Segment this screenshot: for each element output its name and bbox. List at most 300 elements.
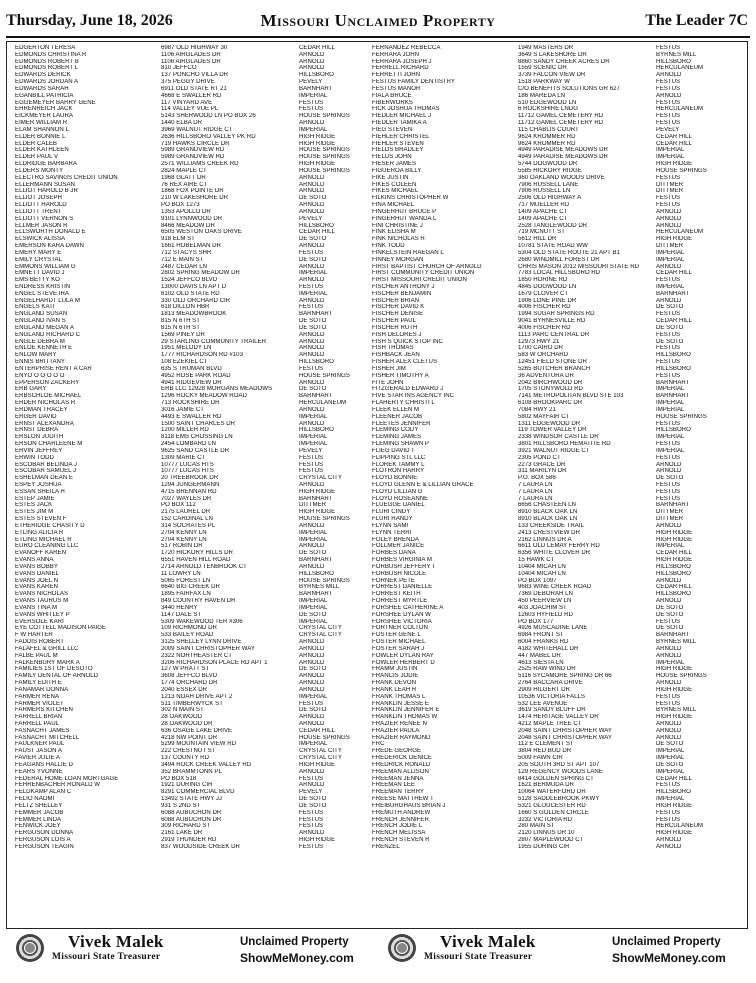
owner-city: FESTUS xyxy=(299,461,324,468)
owner-address: 6102 OLD STATE RD xyxy=(161,290,220,297)
owner-name: FRANK DEVON xyxy=(372,680,417,687)
owner-name: FRAMM JUSTIN xyxy=(372,666,418,673)
owner-city: ARNOLD xyxy=(299,188,325,195)
owner-address: 511 TIMBERWYCK ST xyxy=(161,700,223,707)
owner-name: FINK TODD xyxy=(372,243,405,250)
owner-name: ELLMER JASON R xyxy=(15,222,68,229)
owner-name: FLOYD BONNIE xyxy=(372,475,418,482)
owner-name: FEARS YVONNE xyxy=(15,768,63,775)
owner-address: 918 ELM ST xyxy=(161,236,195,243)
owner-address: 1213 NOAH DRIVE APT 2 xyxy=(161,693,233,700)
owner-name: FISHER JIM xyxy=(372,365,406,372)
owner-name: ELLSWORTH DONALD E xyxy=(15,229,86,236)
owner-city: HIGH RIDGE xyxy=(656,557,693,564)
owner-address: 4949 PARADISE MEADOWS DR xyxy=(518,147,608,154)
owner-name: FELDKAMP ALAN C xyxy=(15,789,72,796)
owner-name: FORSHEE CATHERINE A xyxy=(372,604,444,611)
owner-address: 3801 HILLSBORO HEMATITE RD xyxy=(518,441,611,448)
owner-name: ERNST DEBRA xyxy=(15,427,59,434)
owner-city: ARNOLD xyxy=(656,598,682,605)
owner-city: ARNOLD xyxy=(656,720,682,727)
owner-city: FESTUS xyxy=(656,113,681,120)
owner-name: ENGLE DEBRA M xyxy=(15,338,65,345)
owner-city: ARNOLD xyxy=(299,345,325,352)
owner-name: FLURI RANDY xyxy=(372,516,413,523)
owner-name: FRANKLIN THOMAS W xyxy=(372,714,438,721)
owner-address: 719 MCNUTT ST xyxy=(518,229,565,236)
owner-address: 2175 LAUREL DR xyxy=(161,509,211,516)
owner-name: FESTUS MANOR xyxy=(372,85,421,92)
owner-city: FESTUS xyxy=(656,488,681,495)
owner-address: 375 PEGGY DRIVE xyxy=(161,79,215,86)
owner-name: FLIPPING STL LLC xyxy=(372,454,426,461)
owner-name: ELLIOTT HAROLD xyxy=(15,202,67,209)
owner-city: HIGH RIDGE xyxy=(656,529,693,536)
owner-name: ESTEP JAMIE xyxy=(15,495,55,502)
owner-address: 6088 AUBUCHON DR xyxy=(161,816,222,823)
owner-name: FORBES VIRGINIA M xyxy=(372,557,432,564)
owner-name: FORREST DANIELLE xyxy=(372,584,433,591)
owner-name: FALKENBURY MARK A xyxy=(15,659,80,666)
owner-address: ERB LLC 12928 MORGANS MEADOWS xyxy=(161,386,273,393)
owner-name: ESPEY JOSHUA xyxy=(15,482,62,488)
owner-name: FIBERWORKS xyxy=(372,99,413,106)
owner-city: IMPERIAL xyxy=(656,755,685,762)
owner-address: 3619 SANDY BLUFF DR xyxy=(518,707,586,714)
owner-city: ARNOLD xyxy=(299,277,325,284)
owner-address: 6640 BIG CREEK DR xyxy=(161,584,220,591)
website-link[interactable]: ShowMeMoney.com xyxy=(612,951,726,965)
owner-city: HIGH RIDGE xyxy=(656,666,693,673)
owner-city: IMPERIAL xyxy=(656,659,685,666)
owner-name: EURO CLEANING LLC xyxy=(15,543,79,550)
owner-address: 2305 POND CT xyxy=(518,454,561,461)
owner-name: FASNACHT MITCHELL xyxy=(15,734,80,741)
owner-name: ELLIOT JOSEPH xyxy=(15,195,62,202)
owner-address: 2413 CRESTVIEW DR xyxy=(518,529,580,536)
treasurer-title: Missouri State Treasurer xyxy=(424,952,533,962)
owner-city: HERCULANEUM xyxy=(656,823,704,830)
owner-name: FEHRENBACHER RONALD W xyxy=(15,782,100,789)
owner-city: DE SOTO xyxy=(656,604,684,611)
owner-city: FESTUS xyxy=(656,85,681,92)
owner-name: FREDRICK RONALD xyxy=(372,761,431,768)
owner-address: 7084 HWY 21 xyxy=(518,406,556,413)
owner-address: 5304 OLD STATE ROUTE 21 APT B1 xyxy=(518,249,620,256)
owner-address: 1951 MELODY LN xyxy=(161,345,212,352)
owner-city: FESTUS xyxy=(299,283,324,290)
owner-name: ENYO O O O O O xyxy=(15,372,65,379)
owner-name: FALBE PAUL M xyxy=(15,652,58,659)
owner-name: FRENZEL xyxy=(372,843,400,850)
owner-address: 8910 BLACK OAK LN xyxy=(518,509,578,516)
owner-city: BYRNES MILL xyxy=(656,51,697,58)
owner-city: FESTUS xyxy=(299,365,324,372)
owner-address: 2322 NORTHEASTER CT xyxy=(161,652,233,659)
owner-name: ELAM SHANNON L xyxy=(15,126,69,133)
owner-name: FRAZIER RAYMOND xyxy=(372,734,431,741)
owner-address: 2120 LINNUS DR 10 xyxy=(518,830,575,837)
owner-city: IMPERIAL xyxy=(299,598,328,605)
owner-address: P.O. BOX 586 xyxy=(518,475,556,482)
owner-address: 29 STARLING COMMUNITY TRAILER xyxy=(161,338,266,345)
owner-address: 3739 FALCON VIEW DR xyxy=(518,72,586,79)
owner-name: ELDRIDGE BARBARA xyxy=(15,161,77,168)
owner-name: EGANBILL PATRICIA xyxy=(15,92,74,99)
owner-address: 3125 SHELLEY LYNN DRIVE xyxy=(161,639,242,646)
owner-name: ELSWICK ALISSA xyxy=(15,236,66,243)
owner-city: HIGH RIDGE xyxy=(299,133,336,140)
owner-city: ARNOLD xyxy=(299,680,325,687)
owner-city: CEDAR HILL xyxy=(299,229,335,236)
owner-city: IMPERIAL xyxy=(656,406,685,413)
owner-name: EDGERTON TERESA xyxy=(15,45,76,51)
owner-name: FREEMAN ALLISON xyxy=(372,768,429,775)
owner-city: BARNHART xyxy=(656,632,690,639)
owner-name: FLAHERTY CHRISTI L xyxy=(372,400,435,407)
owner-city: BARNHART xyxy=(299,495,333,502)
owner-name: ELLIOT HAROLD B JR xyxy=(15,188,78,195)
owner-address: 127 W PRATT ST xyxy=(161,666,210,673)
owner-city: ARNOLD xyxy=(299,120,325,127)
owner-name: ESCOBAR SAMUEL J xyxy=(15,468,77,475)
owner-city: FESTUS xyxy=(656,174,681,181)
owner-city: FESTUS xyxy=(656,120,681,127)
owner-city: DE SOTO xyxy=(299,666,327,673)
owner-city: BARNHART xyxy=(299,591,333,598)
owner-name: FIEHLER CHRISTEL xyxy=(372,133,430,140)
owner-city: FESTUS xyxy=(656,99,681,106)
owner-city: IMPERIAL xyxy=(656,386,685,393)
owner-name: ESTES STEVEN F xyxy=(15,516,67,523)
owner-address: 1113 PARC CENTRAL DR xyxy=(518,331,590,338)
owner-name: FRENCH JENNIFER xyxy=(372,816,429,823)
owner-name: FISHER TIMOTHY A xyxy=(372,372,429,379)
owner-address: 7 LAURA LN xyxy=(518,488,553,495)
owner-city: HIGH RIDGE xyxy=(299,837,336,844)
owner-city: ARNOLD xyxy=(656,263,682,270)
owner-city: ARNOLD xyxy=(299,720,325,727)
owner-address: 2525 RAW WIND DR xyxy=(518,666,576,673)
owner-name: EDWARDS SARAH xyxy=(15,85,69,92)
owner-name: ETLING MICHAEL R xyxy=(15,536,72,543)
owner-address: 9624 KROMMER RD xyxy=(518,133,576,140)
owner-name: FIVE STAR INS AGENCY INC xyxy=(372,393,455,400)
owner-address: 403 JOACHIM ST xyxy=(518,604,567,611)
owner-city: BARNHART xyxy=(656,393,690,400)
owner-address: 1720 HICKORY HILLS DR xyxy=(161,550,233,557)
owner-address: 10781 STATE ROAD WW xyxy=(518,243,588,250)
owner-name: ENGELHARDT LULA M xyxy=(15,297,80,304)
owner-city: FESTUS xyxy=(656,809,681,816)
owner-city: HILLSBORO xyxy=(656,58,691,65)
owner-city: BARNHART xyxy=(299,311,333,318)
owner-address: 1296 ROCKY MEADOW ROAD xyxy=(161,393,247,400)
owner-address: 849 COUNTRY HAVEN DR xyxy=(161,598,236,605)
owner-city: ARNOLD xyxy=(299,639,325,646)
owner-city: IMPERIAL xyxy=(299,270,328,277)
owner-address: 5612 HILL DR xyxy=(518,236,557,243)
owner-address: PO BOX 1273 xyxy=(161,202,200,209)
owner-address: 12603 HYFIELD RD xyxy=(518,611,573,618)
owner-name: FOSTER GENE L xyxy=(372,632,421,639)
owner-city: ARNOLD xyxy=(299,208,325,215)
owner-address: 1569 PINEY DR xyxy=(161,331,205,338)
owner-address: 2636 HILLSBORO VALLEY PK RD xyxy=(161,133,256,140)
owner-city: ARNOLD xyxy=(656,680,682,687)
owner-name: EHRENREICH JACK xyxy=(15,106,73,113)
owner-city: IMPERIAL xyxy=(299,618,328,625)
owner-address: 7783 LOCAL HILLSBORO RD xyxy=(518,270,601,277)
owner-city: ARNOLD xyxy=(299,563,325,570)
owner-city: HOUSE SPRINGS xyxy=(656,413,707,420)
owner-address: 28 OAKWOOD xyxy=(161,714,202,721)
owner-address: 7906 RUSSELL LN xyxy=(518,188,571,195)
owner-city: HOUSE SPRINGS xyxy=(299,734,350,741)
owner-name: FISH THOMAS xyxy=(372,345,414,352)
owner-name: FORBES DANA xyxy=(372,550,416,557)
owner-city: PEVELY xyxy=(299,215,323,222)
owner-name: FEMMER LINDA xyxy=(15,816,62,823)
owner-city: ARNOLD xyxy=(656,645,682,652)
owner-address: 10404 MICAH LN xyxy=(518,570,566,577)
owner-city: DE SOTO xyxy=(299,550,327,557)
owner-city: CEDAR HILL xyxy=(656,584,692,591)
owner-name: FOLEY BRENDA xyxy=(372,536,419,543)
owner-city: CRYSTAL CITY xyxy=(299,625,342,632)
owner-name: EVANS TAURUS M xyxy=(15,598,69,605)
owner-address: 6356 WHITE CLOVER DR xyxy=(518,550,591,557)
owner-name: ENDRESS KRISTIN xyxy=(15,283,71,290)
owner-address: 8414 GOLDEN SPRING CT xyxy=(518,775,594,782)
owner-name: FITZGERALD EDWARD J xyxy=(372,386,444,393)
owner-address: C/O BENEFITS SOLUTIONS GR 627 xyxy=(518,85,620,92)
owner-address: 4613 SIESTA LN xyxy=(518,659,564,666)
owner-city: FESTUS xyxy=(299,249,324,256)
owner-name: EYE COTTELL MADISON PAIGE xyxy=(15,625,107,632)
owner-city: IMPERIAL xyxy=(656,543,685,550)
owner-name: EVANS BOBBY xyxy=(15,563,58,570)
owner-name: FREEMAN JENNA xyxy=(372,775,424,782)
owner-city: DE SOTO xyxy=(656,625,684,632)
owner-address: 1294 JUNGERMANN xyxy=(161,482,220,488)
owner-address: 2802 SPRING MEADOW DR xyxy=(161,270,240,277)
owner-address: 2048 SAINT CHRISTOPHER WAY xyxy=(518,727,612,734)
owner-address: 1968 GLATT DR xyxy=(161,174,206,181)
owner-name: FAMILY EDITH E xyxy=(15,680,62,687)
owner-address: 109 RICHMOND DR xyxy=(161,625,217,632)
owner-city: ARNOLD xyxy=(299,673,325,680)
owner-address: 1895 FAIRFAX LN xyxy=(161,591,211,598)
owner-address: 5009 FAWN CIR xyxy=(518,755,563,762)
owner-name: EMNETT DAVID J xyxy=(15,270,65,277)
owner-address: 3804 RED BUD DR xyxy=(518,748,572,755)
unclaimed-property-label: Unclaimed Property xyxy=(240,936,349,948)
owner-address: 2487 CEDAR LN xyxy=(161,263,208,270)
owner-city: HOUSE SPRINGS xyxy=(656,167,707,174)
owner-city: CEDAR HILL xyxy=(656,133,692,140)
owner-city: PEVELY xyxy=(299,789,323,796)
owner-address: 9625 SAND CASTLE DR xyxy=(161,447,230,454)
owner-address: 1868 FOX POINTE DR xyxy=(161,188,224,195)
owner-address: 6987 OLD HIGHWAY 30 xyxy=(161,45,228,51)
owner-address: 330 OLD ORCHARD CIR xyxy=(161,297,231,304)
owner-name: FLOYD GLENN E & LILLIAN GRACE xyxy=(372,482,474,488)
owner-city: DITTMER xyxy=(299,502,327,509)
owner-address: 1106 AIRGLADES DR xyxy=(161,51,221,58)
owner-city: HERCULANEUM xyxy=(299,400,347,407)
owner-city: BYRNES MILL xyxy=(656,639,697,646)
owner-city: HERCULANEUM xyxy=(656,65,704,72)
owner-city: PEVELY xyxy=(656,126,680,133)
owner-name: ERBSCHLOE MICHAEL xyxy=(15,393,82,400)
owner-city: IMPERIAL xyxy=(656,249,685,256)
owner-city: FESTUS xyxy=(656,441,681,448)
owner-name: EDMONDS CHRISTINA R xyxy=(15,51,87,58)
website-link[interactable]: ShowMeMoney.com xyxy=(240,951,354,965)
owner-city: DITTMER xyxy=(656,181,684,188)
owner-city: BARNHART xyxy=(656,502,690,509)
owner-name: FERRARA JOHN xyxy=(372,51,420,58)
owner-address: 618 DILLON HBR xyxy=(161,304,210,311)
owner-city: HIGH RIDGE xyxy=(299,761,336,768)
owner-name: FINI CHRISTINE J xyxy=(372,222,423,229)
owner-address: 11712 GAMEL CEMETERY RD xyxy=(518,113,604,120)
owner-name: FIKE JUSTIN xyxy=(372,174,409,181)
owner-address: 450 PEERVIEW LN xyxy=(518,598,572,605)
owner-city: DITTMER xyxy=(656,509,684,516)
owner-address: 447 MABEL DR xyxy=(518,652,561,659)
owner-address: 1700 CAIRO DR xyxy=(518,345,564,352)
owner-name: FISCHER RUTH xyxy=(372,324,418,331)
owner-city: FESTUS xyxy=(299,700,324,707)
owner-city: DE SOTO xyxy=(656,611,684,618)
owner-city: DE SOTO xyxy=(299,195,327,202)
owner-name: ENNIS BRITTANY xyxy=(15,359,65,366)
owner-address: 8860 SANDY CREEK ACRES DR xyxy=(518,58,610,65)
owner-address: 9101 LYNNWOOD DR xyxy=(161,215,223,222)
owner-address: 2909 HILGERT DR xyxy=(518,686,570,693)
owner-city: ARNOLD xyxy=(299,714,325,721)
owner-address: 4845 DOGWOOD LN xyxy=(518,283,577,290)
owner-name: FIRST COMMUNITY CREDIT UNION xyxy=(372,270,475,277)
owner-address: 5744 DOGWOOD DR xyxy=(518,161,578,168)
owner-name: FLEENER JACOB xyxy=(372,413,423,420)
owner-city: HIGH RIDGE xyxy=(656,830,693,837)
owner-address: 517 ROBIN DR xyxy=(161,543,203,550)
newspaper-section: The Leader 7C xyxy=(645,12,748,29)
owner-city: CEDAR HILL xyxy=(656,775,692,782)
owner-city: HOUSE SPRINGS xyxy=(299,372,350,379)
owner-city: HIGH RIDGE xyxy=(299,488,336,495)
owner-city: DE SOTO xyxy=(656,324,684,331)
owner-city: ARNOLD xyxy=(299,202,325,209)
owner-name: EDMONDS ROBERT B xyxy=(15,58,79,65)
owner-name: FISHER ALEX CLETUS xyxy=(372,359,438,366)
owner-address: 1994 SUGAR SPRINGS RD xyxy=(518,311,595,318)
owner-name: FRC xyxy=(372,741,385,748)
owner-city: ARNOLD xyxy=(656,468,682,475)
owner-city: FESTUS xyxy=(656,277,681,284)
owner-address: 311 MARILYN DR xyxy=(518,468,567,475)
owner-city: HERCULANEUM xyxy=(656,106,704,113)
owner-address: 2161 LAKE DR xyxy=(161,830,203,837)
owner-city: IMPERIAL xyxy=(299,693,328,700)
owner-name: FISCHER BRIAN xyxy=(372,297,420,304)
owner-address: 3608 JEFFCO BLVD xyxy=(161,673,218,680)
owner-address: 6911 OLD STATE RT 21 xyxy=(161,85,227,92)
owner-city: IMPERIAL xyxy=(299,92,328,99)
owner-name: FREESE MATTHEW T xyxy=(372,796,434,803)
owner-city: FESTUS xyxy=(299,99,324,106)
owner-name: FARRELL BRIAN xyxy=(15,714,63,721)
owner-address: 205 SOUTH 3RD ST APT 107 xyxy=(518,761,600,768)
owner-city: PEVELY xyxy=(299,447,323,454)
owner-address: 3649 S LAKESHORE DR xyxy=(518,51,587,58)
owner-name: FARMER RENA xyxy=(15,693,60,700)
owner-city: ARNOLD xyxy=(299,543,325,550)
owner-name: FIEHLER STEVEN xyxy=(372,140,424,147)
owner-address: 5321 GLOUCESTER RD xyxy=(518,802,586,809)
owner-city: FESTUS xyxy=(299,468,324,475)
owner-name: FAVIER JULIE A xyxy=(15,755,60,762)
owner-name: FERRETTI JOHN xyxy=(372,72,421,79)
treasurer-name: Vivek Malek xyxy=(440,932,536,951)
owner-city: CRYSTAL CITY xyxy=(299,475,342,482)
owner-address: 635 S TRUMAN BLVD xyxy=(161,365,222,372)
owner-name: FIRST MISSOURI CREDIT UNION xyxy=(372,277,467,284)
owner-name: FREEMAN LEE xyxy=(372,782,416,789)
owner-address: 2273 GRACE DR xyxy=(518,461,566,468)
owner-name: FAMILIES 1ST OF DESOTO xyxy=(15,666,93,673)
owner-address: 810 JEFFCO xyxy=(161,65,197,72)
owner-city: HILLSBORO xyxy=(299,570,334,577)
owner-city: IMPERIAL xyxy=(299,434,328,441)
owner-city: IMPERIAL xyxy=(299,536,328,543)
owner-city: HOUSE SPRINGS xyxy=(656,673,707,680)
owner-city: CEDAR HILL xyxy=(299,45,335,51)
owner-name: F W HARTER xyxy=(15,632,53,639)
owner-city: FESTUS xyxy=(656,482,681,488)
owner-address: 1921 DURING CIR xyxy=(161,782,213,789)
owner-city: DE SOTO xyxy=(299,386,327,393)
owner-address: 5802 MAYFAIR CT xyxy=(518,413,570,420)
owner-name: FELTZ SHELLEY xyxy=(15,802,63,809)
owner-city: HIGH RIDGE xyxy=(656,536,693,543)
owner-city: FESTUS xyxy=(299,454,324,461)
owner-city: ARNOLD xyxy=(656,652,682,659)
owner-address: 8118 EMS CROSSING LN xyxy=(161,434,233,441)
owner-address: 6 ROCKSHIRE LNDG xyxy=(518,106,578,113)
owner-city: HILLSBORO xyxy=(656,427,691,434)
owner-address: 2454 LOMBARD LN xyxy=(161,441,216,448)
owner-city: HOUSE SPRINGS xyxy=(299,577,350,584)
owner-city: BYRNES MILL xyxy=(299,584,340,591)
owner-address: 510 EDGEWOOD LN xyxy=(518,99,577,106)
owner-name: FLEMING CODY xyxy=(372,427,419,434)
owner-city: FESTUS xyxy=(656,195,681,202)
owner-name: FANAMAR DONNA xyxy=(15,686,69,693)
owner-name: FORBUSH JEFFERY T xyxy=(372,563,436,570)
owner-city: HOUSE SPRINGS xyxy=(299,154,350,161)
owner-name: FOLLMER JANICE xyxy=(372,543,425,550)
owner-city: ARNOLD xyxy=(299,263,325,270)
owner-name: FARMERS KITCHEN xyxy=(15,707,73,714)
owner-name: ESTES JACK xyxy=(15,502,53,509)
owner-address: 9624 KROMMER RD xyxy=(518,140,576,147)
owner-address: PO BOX 112 xyxy=(161,502,196,509)
owner-city: IMPERIAL xyxy=(656,796,685,803)
